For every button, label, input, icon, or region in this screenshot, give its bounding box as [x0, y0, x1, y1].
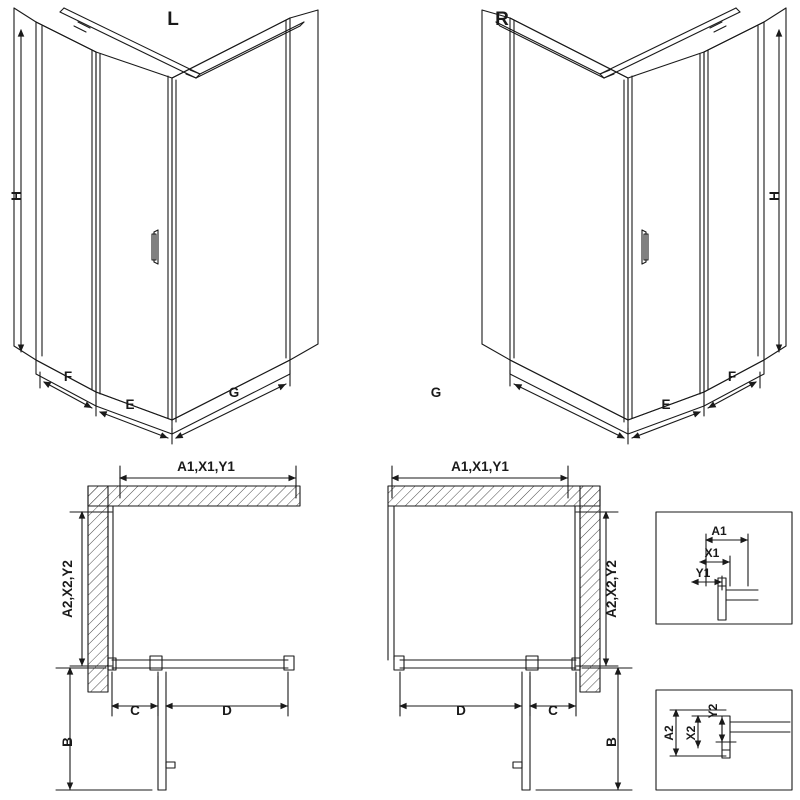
label-D-left: D	[222, 703, 232, 718]
label-Y2-detail: Y2	[706, 703, 720, 719]
plan-side-panel-right	[575, 506, 580, 670]
plan-wall-side-right	[580, 486, 600, 692]
label-A1X1Y1-left: A1,X1,Y1	[177, 459, 235, 474]
label-G-left: G	[228, 385, 240, 400]
plan-door-leaf-left	[158, 672, 166, 790]
label-D-right: D	[456, 703, 466, 718]
label-E-right: E	[661, 397, 671, 412]
label-G-right: G	[430, 385, 442, 400]
label-B-right: B	[604, 737, 619, 747]
plan-door-leaf-right	[522, 672, 530, 790]
top-stabilizer-bar-side	[196, 26, 300, 78]
dim-E-left	[100, 412, 168, 438]
plan-view-left	[56, 466, 300, 790]
shower-tray-outline-right	[510, 360, 764, 420]
label-A2-detail: A2	[662, 725, 676, 741]
label-F-right: F	[727, 369, 737, 384]
label-handing-left: L	[167, 9, 179, 30]
label-H-left: H	[9, 191, 24, 201]
plan-view-right	[388, 466, 632, 790]
label-F-left: F	[63, 369, 73, 384]
dim-E-right	[632, 412, 700, 438]
left-side-glass-panel	[36, 22, 96, 392]
label-H-right: H	[767, 191, 782, 201]
plan-fixed-glass-right	[388, 506, 394, 660]
label-A2X2Y2-right: A2,X2,Y2	[604, 560, 619, 618]
door-glass-panel-right	[628, 52, 704, 420]
door-glass-panel	[96, 52, 172, 420]
label-handing-right: R	[495, 9, 509, 30]
plan-front-rail-left	[112, 660, 288, 668]
label-A1-detail: A1	[711, 524, 727, 538]
plan-wall-side-left	[88, 486, 108, 692]
plan-side-panel-left	[108, 506, 113, 670]
label-E-left: E	[125, 397, 135, 412]
iso-view-left	[14, 8, 318, 444]
dim-G-right	[514, 384, 624, 438]
plan-front-rail-right	[400, 660, 576, 668]
iso-view-right	[482, 8, 786, 444]
plan-door-handle-left	[166, 762, 175, 768]
shower-tray-outline	[36, 360, 290, 420]
label-C-left: C	[130, 703, 140, 718]
detail-box-bottom	[656, 690, 792, 790]
label-X1-detail: X1	[704, 546, 720, 560]
right-side-glass-panel	[704, 22, 764, 392]
label-Y1-detail: Y1	[695, 566, 711, 580]
top-stabilizer-bar-side-right	[500, 26, 604, 78]
plan-door-handle-right	[513, 762, 522, 768]
label-A2X2Y2-left: A2,X2,Y2	[60, 560, 75, 618]
label-A1X1Y1-right: A1,X1,Y1	[451, 459, 509, 474]
label-X2-detail: X2	[684, 725, 698, 741]
label-C-right: C	[548, 703, 558, 718]
label-B-left: B	[60, 737, 75, 747]
labels-layer	[9, 9, 782, 747]
right-fixed-glass-panel	[172, 18, 290, 420]
left-fixed-glass-panel	[510, 18, 628, 420]
top-stabilizer-bar-front-right	[604, 12, 740, 78]
